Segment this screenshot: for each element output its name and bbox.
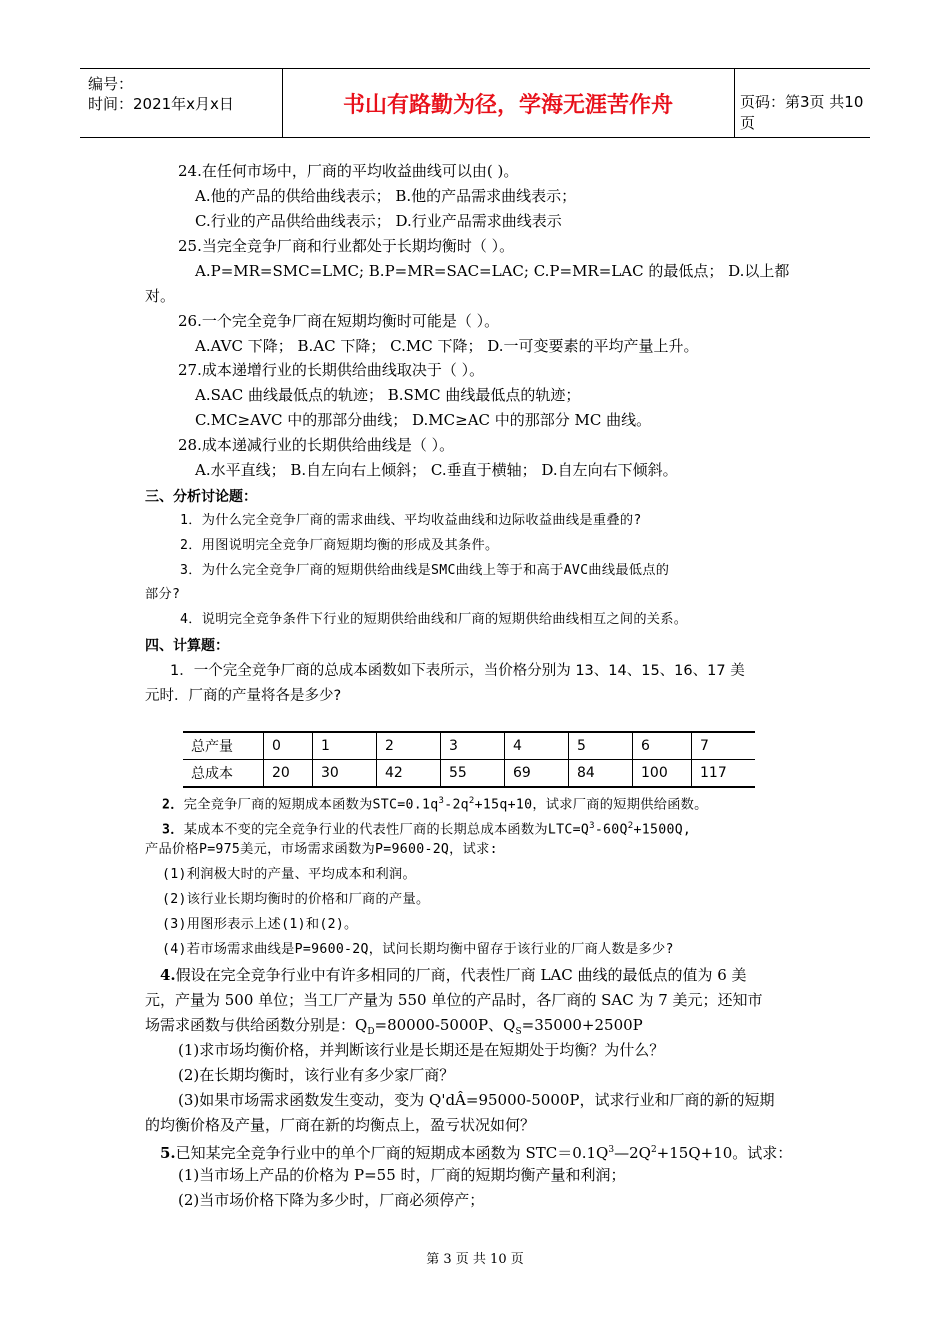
header-page-info: 页码：第3页 共10页: [740, 93, 864, 132]
q4-text-3b: =80000-5000P、Q: [374, 1016, 516, 1034]
table-cell: 84: [569, 760, 633, 788]
calc-q4-sub-3-cont: 的均衡价格及产量，厂商在新的均衡点上，盈亏状况如何？: [145, 1116, 536, 1134]
calc-q4-line2: 元，产量为 500 单位；当工厂产量为 550 单位的产品时，各厂商的 SAC 为 7 美元；还知市: [145, 991, 763, 1009]
question-28: 28.成本递减行业的长期供给曲线是（ ）。: [178, 436, 455, 454]
page-footer: 第 3 页 共 10 页: [426, 1252, 524, 1267]
table-cell: 7: [692, 732, 756, 760]
calc-q4-line1: [160, 965, 747, 985]
discussion-item-3: 3．为什么完全竞争厂商的短期供给曲线是SMC曲线上等于和高于AVC曲线最低点的: [180, 563, 670, 578]
q2-text-a: 完全竞争厂商的短期成本函数为STC=0.1q: [183, 797, 439, 813]
table-cell: 3: [441, 732, 505, 760]
q2-text-c: +15q+10，试求厂商的短期供给函数。: [474, 797, 708, 813]
calc-q2: [162, 791, 708, 815]
q5-sup-1: 3: [608, 1145, 615, 1155]
table-row: [183, 732, 755, 760]
table-cell: 55: [441, 760, 505, 788]
calc-q5-sub-2: (2)当市场价格下降为多少时，厂商必须停产；: [178, 1191, 485, 1209]
header-meta: [80, 69, 283, 137]
q5-number: 5.: [160, 1144, 176, 1162]
calc-q1-line1: 1．一个完全竞争厂商的总成本函数如下表所示，当价格分别为 13、14、15、16、17 美: [170, 663, 745, 679]
table-cell: 6: [633, 732, 692, 760]
q3-sup-2: 2: [627, 821, 634, 831]
q27-options-cd: C.MC≥AVC 中的那部分曲线； D.MC≥AC 中的那部分 MC 曲线。: [195, 411, 652, 429]
calc-q3-sub-3: (3)用图形表示上述(1)和(2)。: [162, 917, 358, 932]
q3-sup-1: 3: [589, 821, 595, 831]
q2-sup-2: 2: [468, 796, 475, 806]
calc-q5-sub-1: (1)当市场上产品的价格为 P=55 时，厂商的短期均衡产量和利润；: [178, 1166, 626, 1184]
calc-q4-sub-2: (2)在长期均衡时，该行业有多少家厂商？: [178, 1066, 455, 1084]
q28-options: A.水平直线； B.自左向右上倾斜； C.垂直于横轴； D.自左向右下倾斜。: [195, 461, 678, 479]
q25-options: A.P=MR=SMC=LMC; B.P=MR=SAC=LAC; C.P=MR=LAC 的最低点； D.以上都: [195, 262, 790, 280]
calc-q4-line3: [145, 1015, 643, 1042]
page-header: [80, 68, 870, 138]
table-cell: 5: [569, 732, 633, 760]
question-27: 27.成本递增行业的长期供给曲线取决于（ ）。: [178, 361, 485, 379]
question-25: 25.当完全竞争厂商和行业都处于长期均衡时（ ）。: [178, 237, 515, 255]
q3-text-c: +1500Q,: [633, 822, 692, 838]
q5-text-c: +15Q+10。试求：: [656, 1144, 793, 1162]
cost-table: [183, 731, 755, 788]
discussion-item-4: 4．说明完全竞争条件下行业的短期供给曲线和厂商的短期供给曲线相互之间的关系。: [180, 612, 688, 627]
table-cell: 2: [377, 732, 441, 760]
discussion-item-1: 1．为什么完全竞争厂商的需求曲线、平均收益曲线和边际收益曲线是重叠的?: [180, 513, 642, 528]
q24-options-ab: A.他的产品的供给曲线表示； B.他的产品需求曲线表示；: [195, 187, 577, 205]
table-cell: 117: [692, 760, 756, 788]
q3-number: 3．: [162, 822, 184, 838]
table-cell: 100: [633, 760, 692, 788]
discussion-item-2: 2．用图说明完全竞争厂商短期均衡的形成及其条件。: [180, 538, 499, 553]
q4-sub-s: S: [515, 1027, 522, 1037]
question-24: 24.在任何市场中，厂商的平均收益曲线可以由( )。: [178, 162, 519, 180]
q27-options-ab: A.SAC 曲线最低点的轨迹； B.SMC 曲线最低点的轨迹；: [195, 386, 581, 404]
q4-number: 4.: [160, 966, 176, 984]
calc-q5: [160, 1140, 792, 1163]
table-cell: 20: [264, 760, 313, 788]
calc-q4-sub-1: (1)求市场均衡价格，并判断该行业是长期还是在短期处于均衡？为什么？: [178, 1041, 665, 1059]
q5-text-b: —2Q: [614, 1144, 651, 1162]
q4-sub-d: D: [367, 1027, 375, 1037]
table-cell: 30: [313, 760, 377, 788]
calc-q1-line2: 元时．厂商的产量将各是多少?: [145, 688, 342, 704]
q26-options: A.AVC 下降； B.AC 下降； C.MC 下降； D.一可变要素的平均产量上升。: [195, 337, 699, 355]
table-cell: 42: [377, 760, 441, 788]
q2-sup-1: 3: [438, 796, 445, 806]
q2-text-b: -2q: [444, 797, 469, 813]
code-label: 编号：: [88, 75, 134, 93]
table-cell: 0: [264, 732, 313, 760]
calc-q3: [162, 816, 691, 840]
table-row: [183, 760, 755, 788]
calc-q3-line2: 产品价格P=975美元，市场需求函数为P=9600-2Q，试求:: [145, 842, 498, 857]
date-label: 时间：2021年x月x日: [88, 95, 234, 113]
table-cell: 4: [505, 732, 569, 760]
calc-q3-sub-2: (2)该行业长期均衡时的价格和厂商的产量。: [162, 892, 430, 907]
q3-text-a: 某成本不变的完全竞争行业的代表性厂商的长期总成本函数为LTC=Q: [183, 822, 590, 838]
table-cell: 总产量: [183, 732, 264, 760]
calc-q3-sub-4: (4)若市场需求曲线是P=9600-2Q，试问长期均衡中留存于该行业的厂商人数是多少?: [162, 942, 674, 957]
table-cell: 69: [505, 760, 569, 788]
table-cell: 1: [313, 732, 377, 760]
calc-q3-sub-1: (1)利润极大时的产量、平均成本和利润。: [162, 867, 417, 882]
q25-options-cont: 对。: [145, 287, 176, 305]
discussion-item-3-cont: 部分?: [145, 587, 181, 602]
question-26: 26.一个完全竞争厂商在短期均衡时可能是（ ）。: [178, 312, 500, 330]
q24-options-cd: C.行业的产品供给曲线表示； D.行业产品需求曲线表示: [195, 212, 562, 230]
table-cell: 总成本: [183, 760, 264, 788]
q2-number: 2．: [162, 797, 184, 813]
q5-sup-2: 2: [650, 1145, 657, 1155]
q4-text-3a: 场需求函数与供给函数分别是：Q: [145, 1016, 368, 1034]
q5-text-a: 已知某完全竞争行业中的单个厂商的短期成本函数为 STC＝0.1Q: [175, 1144, 609, 1162]
calc-q4-sub-3: (3)如果市场需求函数发生变动，变为 Q'dÂ=95000-5000P，试求行业和厂商的新的短期: [178, 1091, 775, 1109]
header-motto: 书山有路勤为径，学海无涯苦作舟: [282, 69, 735, 137]
q4-text-1: 假设在完全竞争行业中有许多相同的厂商，代表性厂商 LAC 曲线的最低点的值为 6 美: [175, 966, 747, 984]
q3-text-b: -60Q: [594, 822, 628, 838]
section3-title: 三、分析讨论题：: [145, 489, 257, 505]
section4-title: 四、计算题：: [145, 638, 229, 654]
q4-text-3c: =35000+2500P: [521, 1016, 643, 1034]
